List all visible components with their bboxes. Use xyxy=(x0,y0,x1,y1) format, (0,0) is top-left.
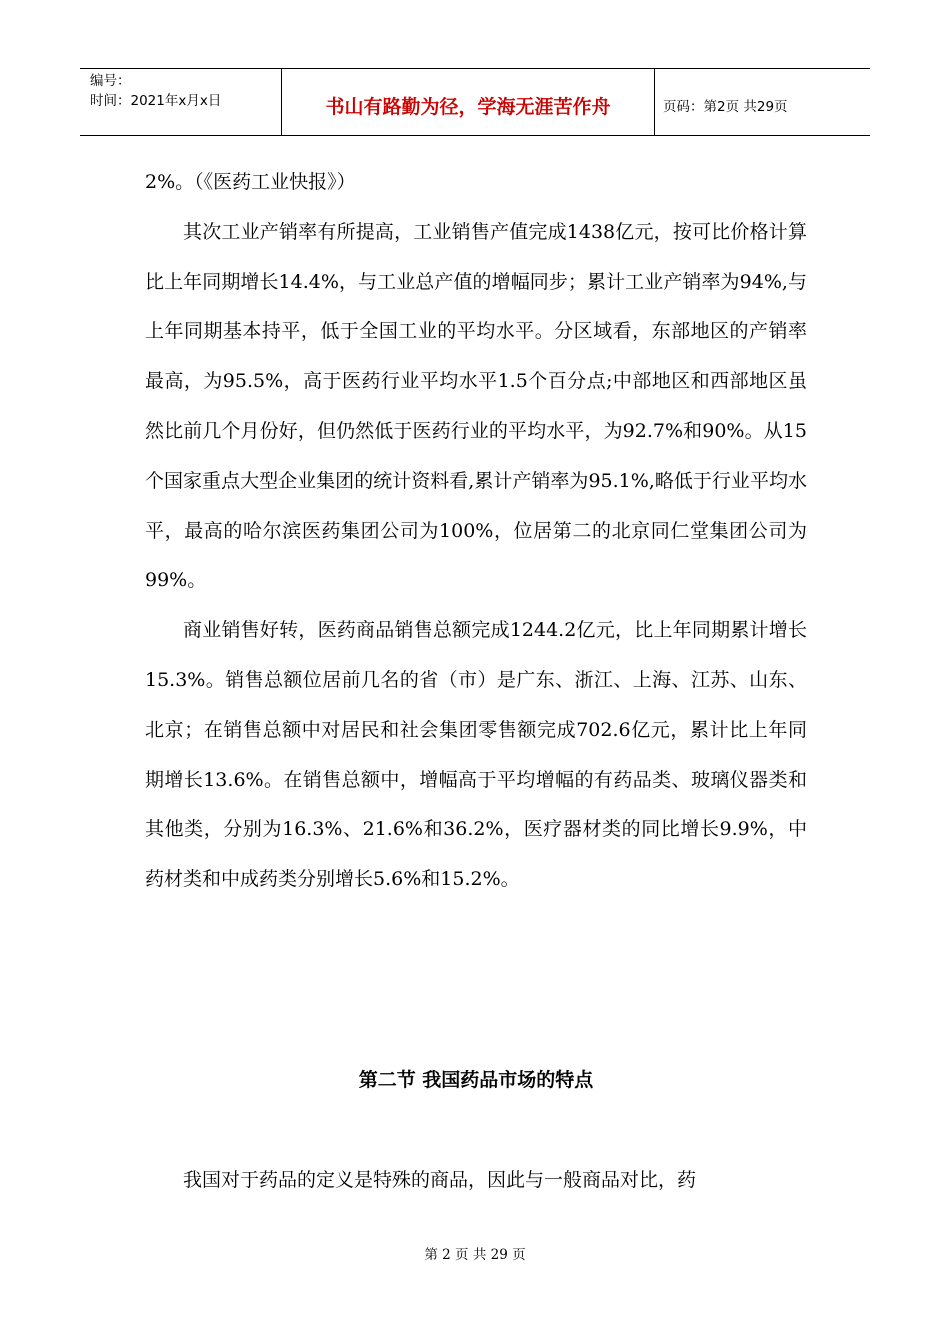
header-motto: 书山有路勤为径，学海无涯苦作舟 xyxy=(282,69,655,135)
page-header xyxy=(80,68,870,136)
document-number-label: 编号： xyxy=(90,73,131,89)
paragraph-continued: 2%。（《医药工业快报》） xyxy=(145,171,356,193)
paragraph-production-sales: 其次工业产销率有所提高，工业销售产值完成1438亿元，按可比价格计算比上年同期增长14.4%，与工业总产值的增幅同步；累计工业产销率为94%,与上年同期基本持平，低于全国工业的平均水平。分区域看，东部地区的产销率最高，为95.5%，高于医药行业平均水平1.5个百分点;中部地区和西部地区虽然比前几个月份好，但仍然低于医药行业的平均水平，为92.7%和90%。从15个国家重点大型企业集团的统计资料看,累计产销率为95.1%,略低于行业平均水平，最高的哈尔滨医药集团公司为100%，位居第二的北京同仁堂集团公司为99%。 xyxy=(145,220,807,592)
section-heading: 第二节 我国药品市场的特点 xyxy=(358,1069,594,1091)
paragraph-drug-definition: 我国对于药品的定义是特殊的商品，因此与一般商品对比，药 xyxy=(183,1169,697,1191)
page-footer: 第 2 页 共 29 页 xyxy=(424,1247,526,1263)
document-date-label: 时间：2021年x月x日 xyxy=(90,93,222,109)
paragraph-commercial-sales: 商业销售好转，医药商品销售总额完成1244.2亿元，比上年同期累计增长15.3%。销售总额位居前几名的省（市）是广东、浙江、上海、江苏、山东、北京；在销售总额中对居民和社会集团零售额完成702.6亿元，累计比上年同期增长13.6%。在销售总额中，增幅高于平均增幅的有药品类、玻璃仪器类和其他类，分别为16.3%、21.6%和36.2%，医疗器材类的同比增长9.9%，中药材类和中成药类分别增长5.6%和15.2%。 xyxy=(145,619,807,891)
header-meta xyxy=(80,69,282,135)
document-body xyxy=(145,158,807,905)
header-page-number: 页码：第2页 共29页 xyxy=(663,99,788,115)
